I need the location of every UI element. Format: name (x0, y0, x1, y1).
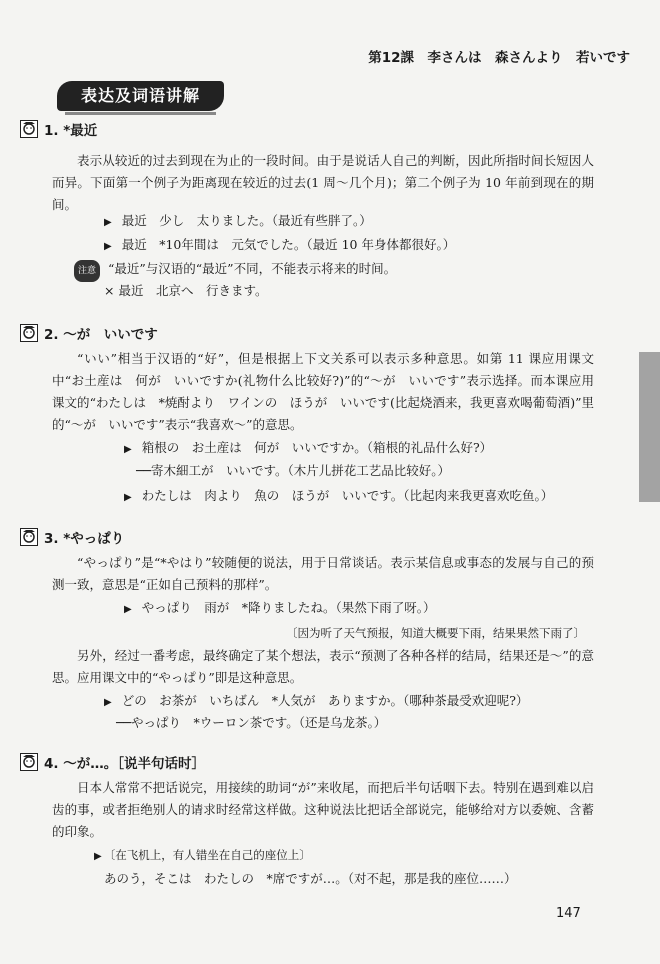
example-row: ▶ わたしは 肉より 魚の ほうが いいです。（比起肉来我更喜欢吃鱼。） (124, 488, 554, 503)
teacher-icon (20, 528, 38, 546)
example-text: わたしは 肉より 魚の ほうが いいです。（比起肉来我更喜欢吃鱼。） (141, 488, 554, 503)
note-text: “最近”与汉语的“最近”不同，不能表示将来的时间。 (108, 261, 397, 276)
section-title: 4. ～が…。［说半句话时］ (44, 756, 205, 772)
example-text: 最近 少し 太りました。（最近有些胖了。） (121, 213, 372, 228)
example-text: ──寄木細工が いいです。（木片儿拼花工艺品比较好。） (136, 463, 451, 478)
context-row: ▶ 〔在飞机上，有人错坐在自己的座位上〕 (94, 848, 311, 862)
teacher-icon (20, 324, 38, 342)
teacher-icon (20, 120, 38, 138)
example-row (116, 713, 386, 733)
example-text: 最近 *10年間は 元気でした。（最近 10 年身体都很好。） (121, 237, 456, 252)
example-text: ──やっぱり *ウーロン茶です。（还是乌龙茶。） (116, 715, 387, 730)
section-1-body: 表示从较近的过去到现在为止的一段时间。由于是说话人自己的判断，因此所指时间长短因人而异。下面第一个例子为距离现在较近的过去(1 周～几个月)；第二个例子为 10 年前到现在的期间。 (52, 153, 594, 212)
section-title: 1. *最近 (44, 123, 98, 139)
note-row (74, 259, 396, 282)
example-text: どの お茶が いちばん *人気が ありますか。（哪种茶最受欢迎呢?） (121, 693, 529, 708)
page-number: 147 (556, 906, 581, 921)
section-2-body: “いい”相当于汉语的“好”，但是根据上下文关系可以表示多种意思。如第 11 课应用课文中“お土産は 何が いいですか(礼物什么比较好?)”的“～が いいです”表示选择。而本课应用课文的“わたしは *焼酎より ワインの ほうが いいです(比起烧酒来，我更喜欢喝葡萄酒)”里的“～が いいです”表示“我喜欢～”的意思。 (52, 351, 594, 432)
section-4-heading (20, 752, 205, 772)
wrong-example: × 最近 北京へ 行きます。 (104, 283, 268, 298)
example-row: ▶ 最近 *10年間は 元気でした。（最近 10 年身体都很好。） (104, 237, 456, 252)
note-badge: 注意 (74, 260, 100, 282)
context-text: 〔在飞机上，有人错坐在自己的座位上〕 (103, 848, 311, 862)
teacher-icon (20, 753, 38, 771)
example-row: ▶ どの お茶が いちばん *人気が ありますか。（哪种茶最受欢迎呢?） (104, 693, 529, 708)
example-row: ▶ 最近 少し 太りました。（最近有些胖了。） (104, 213, 372, 228)
example-row (104, 869, 517, 889)
example-text: やっぱり 雨が *降りましたね。（果然下雨了呀。） (141, 600, 436, 615)
example-row: ▶ 箱根の お土産は 何が いいですか。（箱根的礼品什么好?） (124, 440, 493, 455)
running-header: 第12課 李さんは 森さんより 若いです (368, 50, 630, 66)
example-row (136, 461, 450, 481)
section-3-body: “やっぱり”是“*やはり”较随便的说法，用于日常谈话。表示某信息或事态的发展与自己的预测一致，意思是“正如自己预料的那样”。 (52, 555, 594, 592)
section-banner: 表达及词语讲解 (57, 81, 224, 111)
section-title: 3. *やっぱり (44, 531, 125, 547)
chapter-edge-tab (639, 352, 660, 502)
example-text: あのう，そこは わたしの *席ですが…。（对不起，那是我的座位……） (104, 871, 517, 886)
section-title: 2. ～が いいです (44, 327, 158, 343)
example-text: 箱根の お土産は 何が いいですか。（箱根的礼品什么好?） (141, 440, 493, 455)
section-3-heading (20, 527, 124, 547)
explanation-bracket: 〔因为听了天气预报，知道大概要下雨，结果果然下雨了〕 (286, 626, 585, 640)
section-3-body-2: 另外，经过一番考虑，最终确定了某个想法，表示“预测了各种各样的结局，结果还是～”的意思。应用课文中的“やっぱり”即是这种意思。 (52, 648, 594, 685)
example-row: ▶ やっぱり 雨が *降りましたね。（果然下雨了呀。） (124, 600, 436, 615)
section-2-heading (20, 323, 158, 343)
section-1-heading (20, 119, 97, 139)
section-4-body: 日本人常常不把话说完，用接续的助词“が”来收尾，而把后半句话咽下去。特别在遇到难以启齿的事，或者拒绝别人的请求时经常这样做。这种说法比把话全部说完，能够给对方以委婉、含蓄的印象。 (52, 780, 594, 839)
